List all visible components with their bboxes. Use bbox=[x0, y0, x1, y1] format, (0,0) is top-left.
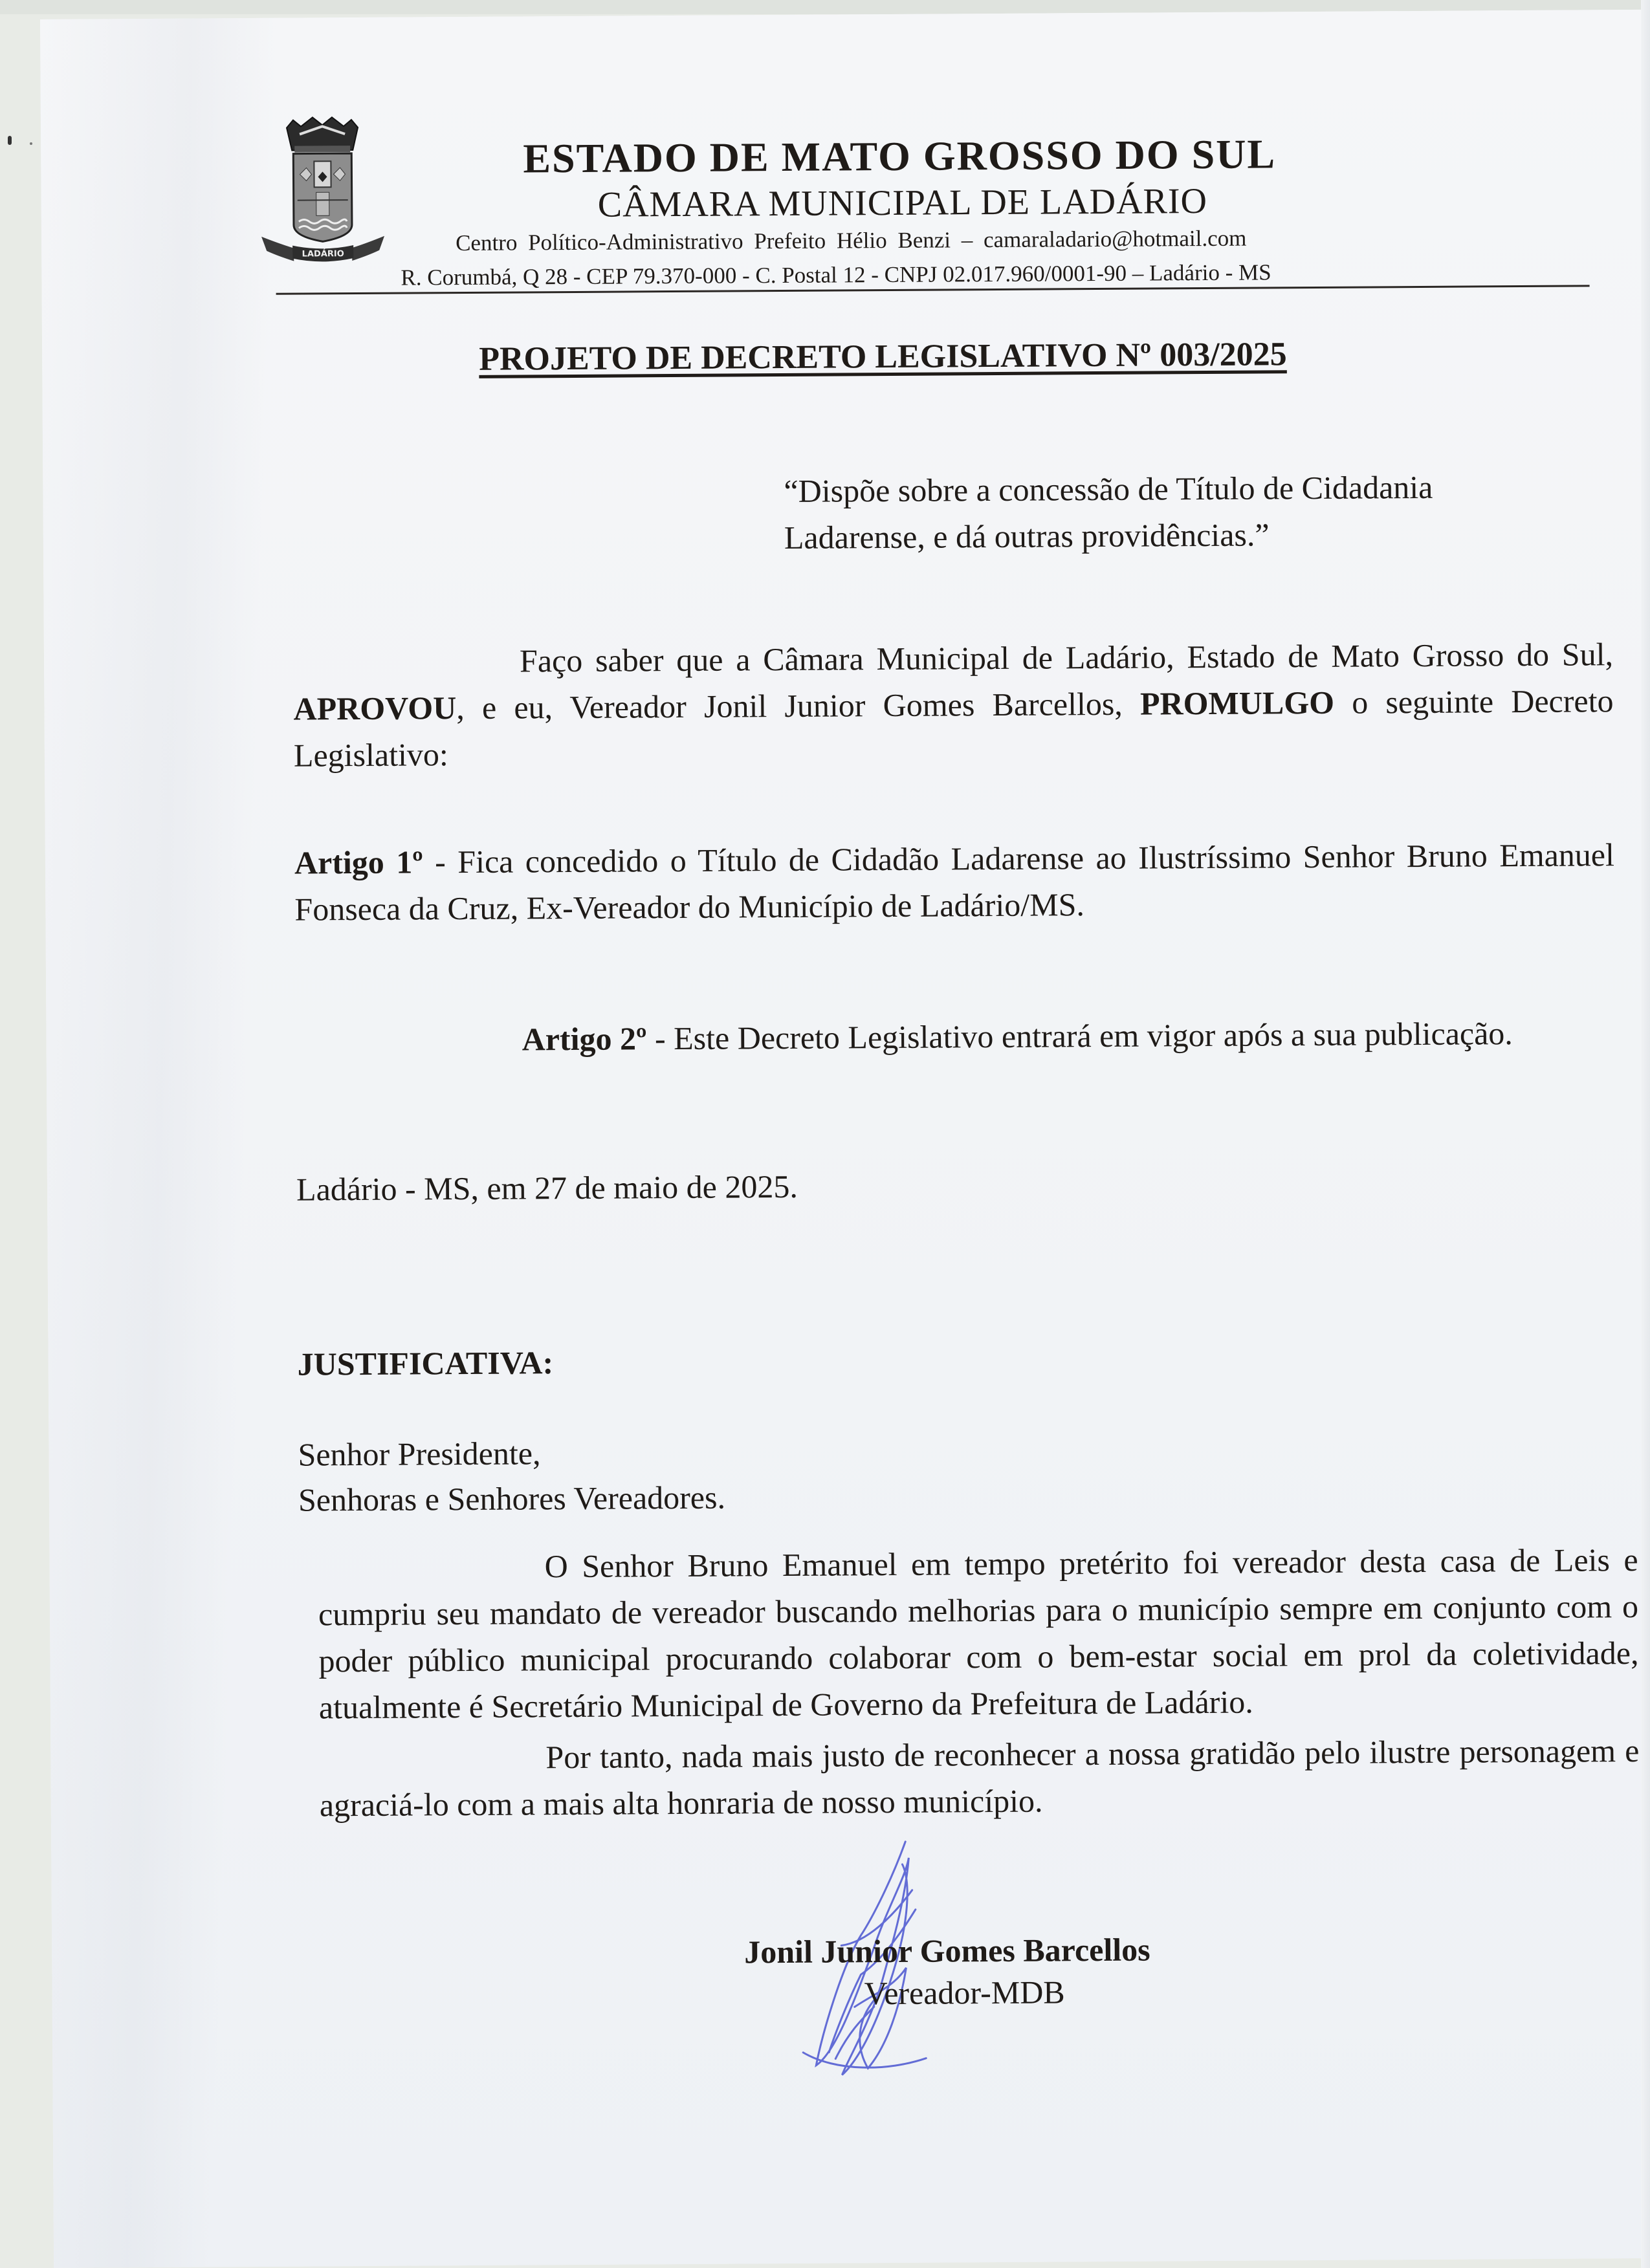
preamble-approved: APROVOU bbox=[293, 690, 457, 727]
header-state: ESTADO DE MATO GROSSO DO SUL bbox=[523, 131, 1277, 182]
justification-paragraph-2-text: Por tanto, nada mais justo de reconhecer a nossa gratidão pelo ilustre personagem e agraciá-lo com a mais alta honraria de nosso município. bbox=[319, 1732, 1640, 1824]
greeting-councillors: Senhoras e Senhores Vereadores. bbox=[298, 1479, 726, 1518]
scan-specks bbox=[8, 136, 17, 149]
preamble-promulgate: PROMULGO bbox=[1139, 684, 1335, 722]
header-address-line2: R. Corumbá, Q 28 - CEP 79.370-000 - C. Postal 12 - CNPJ 02.017.960/0001-90 – Ladário - MS bbox=[401, 259, 1271, 290]
indent bbox=[318, 1577, 545, 1578]
article-2 bbox=[295, 1009, 1615, 1063]
header-chamber: CÂMARA MUNICIPAL DE LADÁRIO bbox=[597, 180, 1208, 225]
justification-paragraph-2 bbox=[319, 1727, 1640, 1828]
justification-paragraph-1-text: O Senhor Bruno Emanuel em tempo pretérito foi vereador desta casa de Leis e cumpriu seu mandato de vereador buscando melhorias para o município sempre em conjunto com o poder público municipal procurando colaborar com o bem-estar social em prol da coletividade, atualmente é Secretário Municipal de Governo da Prefeitura de Ladário. bbox=[318, 1541, 1639, 1726]
header-address-line1: Centro Político-Administrativo Prefeito Hélio Benzi – camaraladario@hotmail.com bbox=[456, 225, 1247, 256]
coat-of-arms-icon bbox=[254, 114, 391, 264]
signatory-role: Vereador-MDB bbox=[864, 1974, 1065, 2012]
indent bbox=[293, 671, 520, 673]
preamble-part1: Faço saber que a Câmara Municipal de Ladário, Estado de Mato Grosso do Sul, bbox=[519, 636, 1614, 679]
justification-paragraph-1 bbox=[318, 1536, 1639, 1730]
document-title: PROJETO DE DECRETO LEGISLATIVO Nº 003/2025 bbox=[479, 336, 1287, 378]
article-2-text: - Este Decreto Legislativo entrará em vigor após a sua publicação. bbox=[646, 1015, 1513, 1057]
article-1-label: Artigo 1º bbox=[294, 844, 423, 881]
document-page bbox=[40, 10, 1650, 2268]
indent bbox=[320, 1768, 546, 1769]
date-line: Ladário - MS, em 27 de maio de 2025. bbox=[296, 1168, 798, 1208]
article-2-label: Artigo 2º bbox=[522, 1020, 647, 1058]
indent bbox=[296, 1050, 522, 1051]
preamble-part2: , e eu, Vereador Jonil Junior Gomes Barcellos, bbox=[456, 685, 1141, 726]
ementa: “Dispõe sobre a concessão de Título de Cidadania Ladarense, e dá outras providências.” bbox=[784, 468, 1433, 556]
article-1-text: - Fica concedido o Título de Cidadão Ladarense ao Ilustríssimo Senhor Bruno Emanuel Fonseca da Cruz, Ex-Vereador do Município de Ladário/MS. bbox=[294, 836, 1615, 928]
crest-ribbon-text: LADÁRIO bbox=[302, 249, 344, 259]
speck bbox=[8, 136, 12, 145]
preamble-part3: o seguinte Decreto Legislativo: bbox=[293, 682, 1614, 774]
signatory-name: Jonil Junior Gomes Barcellos bbox=[744, 1931, 1150, 1970]
speck bbox=[30, 142, 32, 145]
article-1 bbox=[294, 831, 1615, 932]
page-right-edge bbox=[1641, 0, 1650, 2268]
preamble-paragraph bbox=[293, 631, 1614, 778]
greeting-president: Senhor Presidente, bbox=[298, 1435, 541, 1473]
justification-heading: JUSTIFICATIVA: bbox=[297, 1344, 554, 1382]
